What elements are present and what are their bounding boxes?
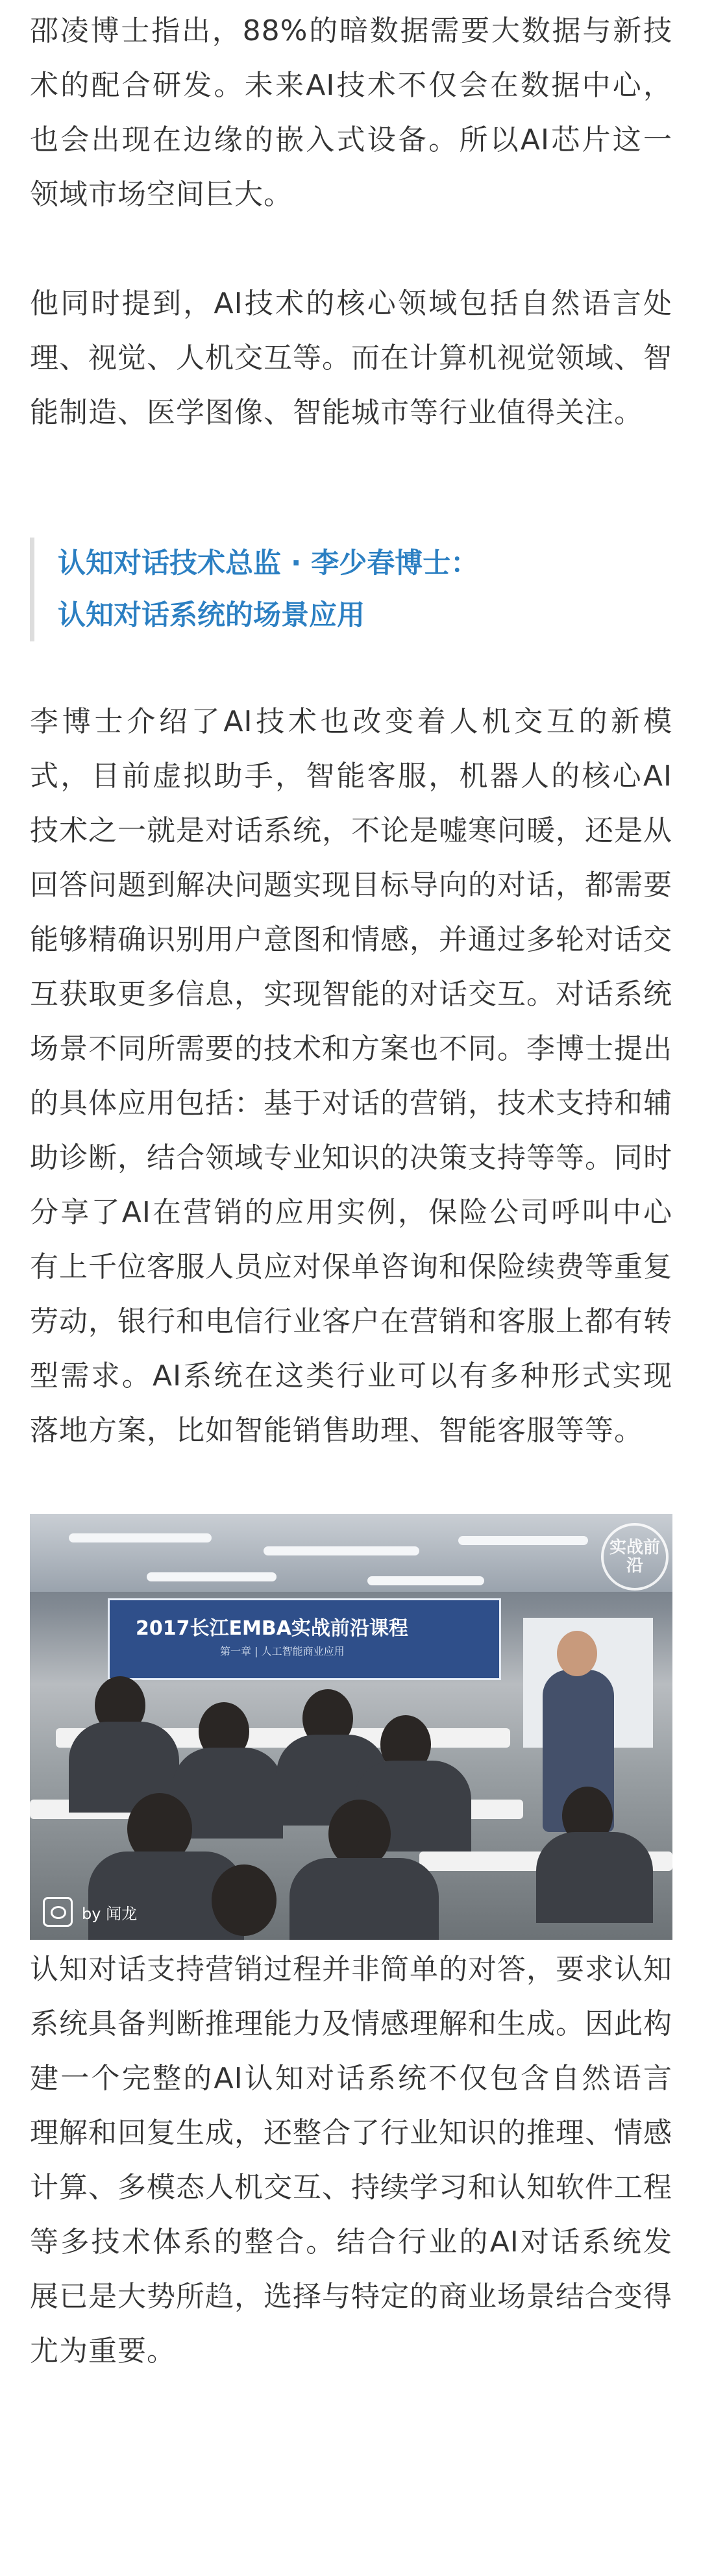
course-banner-subtitle: 第一章 | 人工智能商业应用 xyxy=(220,1645,345,1657)
speaker-head xyxy=(557,1631,597,1676)
paragraph-ai-chip-market: 邵凌博士指出，88%的暗数据需要大数据与新技术的配合研发。未来AI技术不仅会在数据中心，也会出现在边缘的嵌入式设备。所以AI芯片这一领域市场空间巨大。 xyxy=(30,14,672,211)
photo-credit xyxy=(43,1897,137,1927)
paragraph-ai-core-fields: 他同时提到，AI技术的核心领域包括自然语言处理、视觉、人机交互等。而在计算机视觉领域、智能制造、医学图像、智能城市等行业值得关注。 xyxy=(30,287,672,429)
paragraph-dialogue-systems: 李博士介绍了AI技术也改变着人机交互的新模式，目前虚拟助手，智能客服，机器人的核心AI技术之一就是对话系统，不论是嘘寒问暖，还是从回答问题到解决问题实现目标导向的对话，都需要能够精确识别用户意图和情感，并通过多轮对话交互获取更多信息，实现智能的对话交互。对话系统场景不同所需要的技术和方案也不同。李博士提出的具体应用包括：基于对话的营销，技术支持和辅助诊断，结合领域专业知识的决策支持等等。同时分享了AI在营销的应用实例，保险公司呼叫中心有上千位客服人员应对保单咨询和保险续费等重复劳动，银行和电信行业客户在营销和客服上都有转型需求。AI系统在这类行业可以有多种形式实现落地方案，比如智能销售助理、智能客服等等。 xyxy=(30,705,672,1447)
watermark-logo: 实战前沿 xyxy=(601,1523,669,1591)
section-heading-blockquote xyxy=(30,538,672,641)
paragraph-cognitive-dialogue: 认知对话支持营销过程并非简单的对答，要求认知系统具备判断推理能力及情感理解和生成。因此构建一个完整的AI认知对话系统不仅包含自然语言理解和回复生成，还整合了行业知识的推理、情感计算、多模态人机交互、持续学习和认知软件工程等多技术体系的整合。结合行业的AI对话系统发展已是大势所趋，选择与特定的商业场景结合变得尤为重要。 xyxy=(30,1953,672,2368)
course-banner-title: 2017长江EMBA实战前沿课程 xyxy=(136,1617,408,1640)
ceiling-light xyxy=(367,1576,484,1585)
section-heading-speaker: 认知对话技术总监 · 李少春博士： xyxy=(58,547,479,580)
article-body xyxy=(30,0,672,2379)
ceiling-light xyxy=(147,1572,277,1581)
ceiling-light xyxy=(264,1546,419,1555)
ceiling-light xyxy=(69,1533,212,1542)
section-heading-topic: 认知对话系统的场景应用 xyxy=(58,599,365,632)
ceiling-light xyxy=(458,1536,588,1545)
course-banner xyxy=(108,1598,501,1680)
camera-icon xyxy=(43,1897,73,1927)
attendee-head xyxy=(212,1864,277,1936)
attendee-body xyxy=(289,1858,439,1940)
photo-credit-text: by 闻龙 xyxy=(82,1904,138,1923)
attendee-body xyxy=(536,1832,653,1923)
article-photo-classroom[interactable] xyxy=(30,1514,672,1940)
